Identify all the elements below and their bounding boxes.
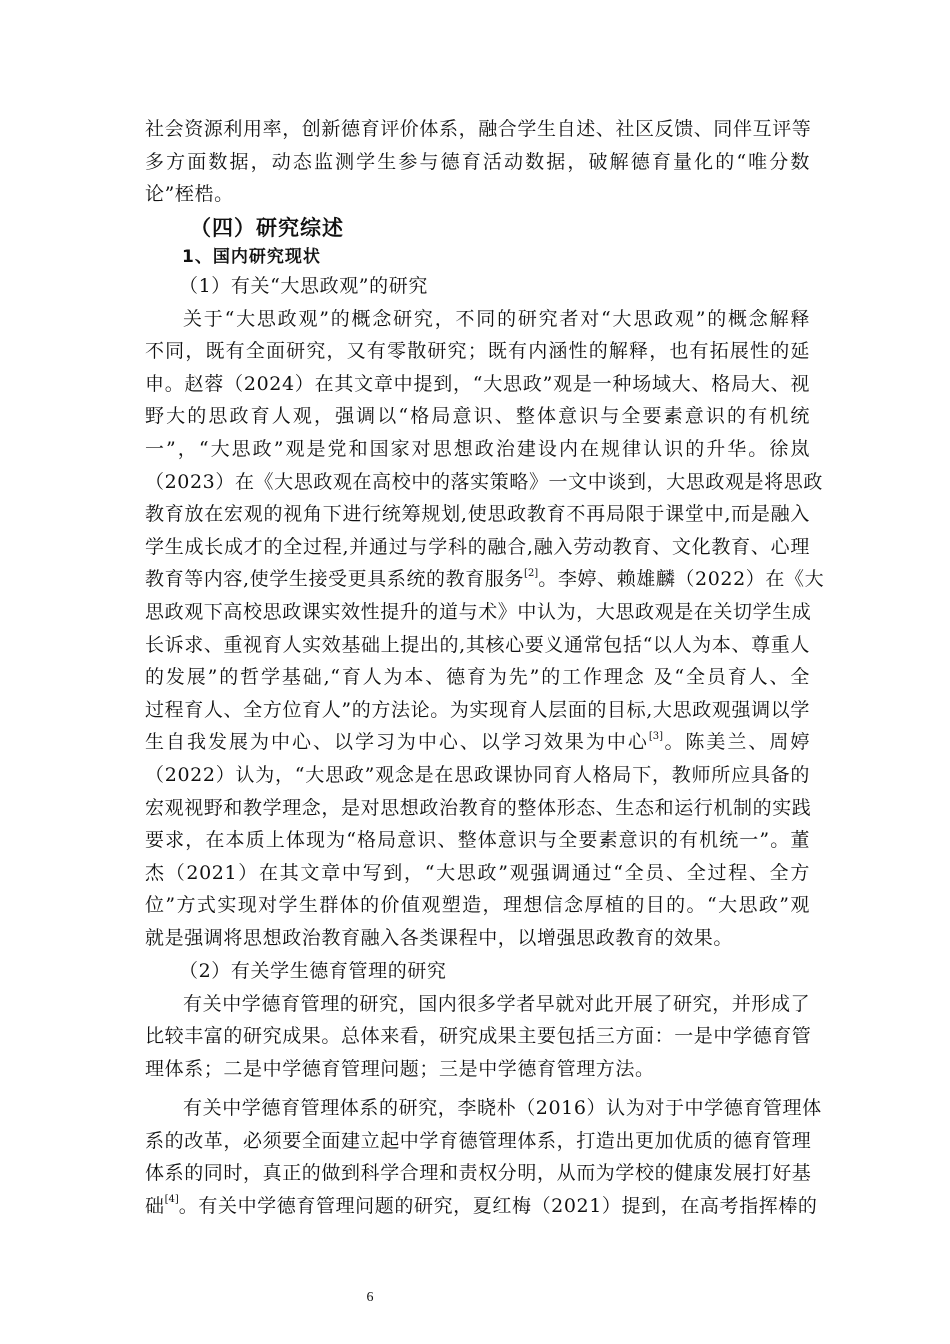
- text-line: 申。赵蓉（2024）在其文章中提到，“大思政”观是一种场域大、格局大、视: [145, 372, 810, 395]
- text-line: 比较丰富的研究成果。总体来看，研究成果主要包括三方面：一是中学德育管: [145, 1025, 812, 1048]
- text-line: 体系的同时，真正的做到科学合理和责权分明，从而为学校的健康发展打好基: [145, 1162, 812, 1185]
- text-line: 系的改革，必须要全面建立起中学育德管理体系，打造出更加优质的德育管理: [145, 1129, 812, 1152]
- text-line: 理体系；二是中学德育管理问题；三是中学德育管理方法。: [145, 1057, 655, 1080]
- text-segment: 。陈美兰、周婷: [663, 731, 811, 754]
- text-line: 要求，在本质上体现为“格局意识、整体意识与全要素意识的有机统一”。董: [145, 829, 810, 852]
- topic-heading-1: （1）有关“大思政观”的研究: [179, 275, 428, 297]
- text-line: [145, 1190, 818, 1223]
- text-segment: 础: [145, 1194, 165, 1217]
- text-segment: 。李婷、赖雄麟（2022）在《大: [538, 568, 825, 591]
- paragraph-big-sizheng-research: [145, 270, 825, 954]
- text-line: 关于“大思政观”的概念研究，不同的研究者对“大思政观”的概念解释: [183, 307, 810, 330]
- text-line: 位”方式实现对学生群体的价值观塑造，理想信念厚植的目的。“大思政”观: [145, 894, 810, 917]
- citation-ref-4: [4]: [164, 1194, 179, 1206]
- text-line: 有关中学德育管理的研究，国内很多学者早就对此开展了研究，并形成了: [183, 992, 811, 1015]
- text-line: 就是强调将思想政治教育融入各类课程中，以增强思政教育的效果。: [145, 926, 734, 949]
- section-heading: （四）研究综述: [190, 216, 344, 240]
- topic-heading-2: （2）有关学生德育管理的研究: [179, 960, 447, 982]
- text-segment: 生自我发展为中心、以学习为中心、以学习效果为中心: [145, 731, 649, 754]
- paragraph-continuation: [145, 113, 810, 211]
- text-line: 多方面数据，动态监测学生参与德育活动数据，破解德育量化的“唯分数: [145, 150, 810, 173]
- text-line: [145, 563, 825, 596]
- text-line: 论”桎梏。: [145, 183, 234, 206]
- text-line: 教育放在宏观的视角下进行统筹规划,使思政教育不再局限于课堂中,而是融入: [145, 503, 810, 526]
- text-line: 野大的思政育人观，强调以“格局意识、整体意识与全要素意识的有机统: [145, 405, 810, 428]
- subsection-heading: 1、国内研究现状: [182, 247, 321, 267]
- text-line: 过程育人、全方位育人”的方法论。为实现育人层面的目标,大思政观强调以学: [145, 698, 810, 721]
- text-line: 一”，“大思政”观是党和国家对思想政治建设内在规律认识的升华。徐岚: [145, 437, 810, 460]
- text-line: 长诉求、重视育人实效基础上提出的,其核心要义通常包括“以人为本、尊重人: [145, 633, 810, 656]
- text-segment: 。有关中学德育管理问题的研究，夏红梅（2021）提到，在高考指挥棒的: [178, 1194, 818, 1217]
- citation-ref-3: [3]: [648, 730, 664, 742]
- text-line: 不同，既有全面研究，又有零散研究；既有内涵性的解释，也有拓展性的延: [145, 340, 810, 363]
- text-line: 学生成长成才的全过程,并通过与学科的融合,融入劳动教育、文化教育、心理: [145, 535, 810, 558]
- text-line: 社会资源利用率，创新德育评价体系，融合学生自述、社区反馈、同伴互评等: [145, 118, 812, 140]
- text-line: 的发展”的哲学基础,“育人为本、德育为先”的工作理念 及“全员育人、全: [145, 666, 810, 689]
- text-line: 有关中学德育管理体系的研究，李晓朴（2016）认为对于中学德育管理体: [183, 1097, 822, 1119]
- text-line: 宏观视野和教学理念，是对思想政治教育的整体形态、生态和运行机制的实践: [145, 796, 812, 819]
- text-segment: 教育等内容,使学生接受更具系统的教育服务: [145, 568, 525, 591]
- text-line: 思政观下高校思政课实效性提升的道与术》中认为，大思政观是在关切学生成: [145, 600, 812, 623]
- text-line: [145, 726, 810, 759]
- text-line: （2022）认为，“大思政”观念是在思政课协同育人格局下，教师所应具备的: [145, 763, 810, 786]
- page-number: 6: [366, 1290, 374, 1305]
- citation-ref-2: [2]: [524, 568, 539, 580]
- paragraph-management-system: [145, 1092, 822, 1222]
- text-line: 杰（2021）在其文章中写到，“大思政”观强调通过“全员、全过程、全方: [145, 861, 810, 884]
- paragraph-moral-education-research: [145, 955, 810, 1085]
- text-line: （2023）在《大思政观在高校中的落实策略》一文中谈到，大思政观是将思政: [145, 470, 823, 493]
